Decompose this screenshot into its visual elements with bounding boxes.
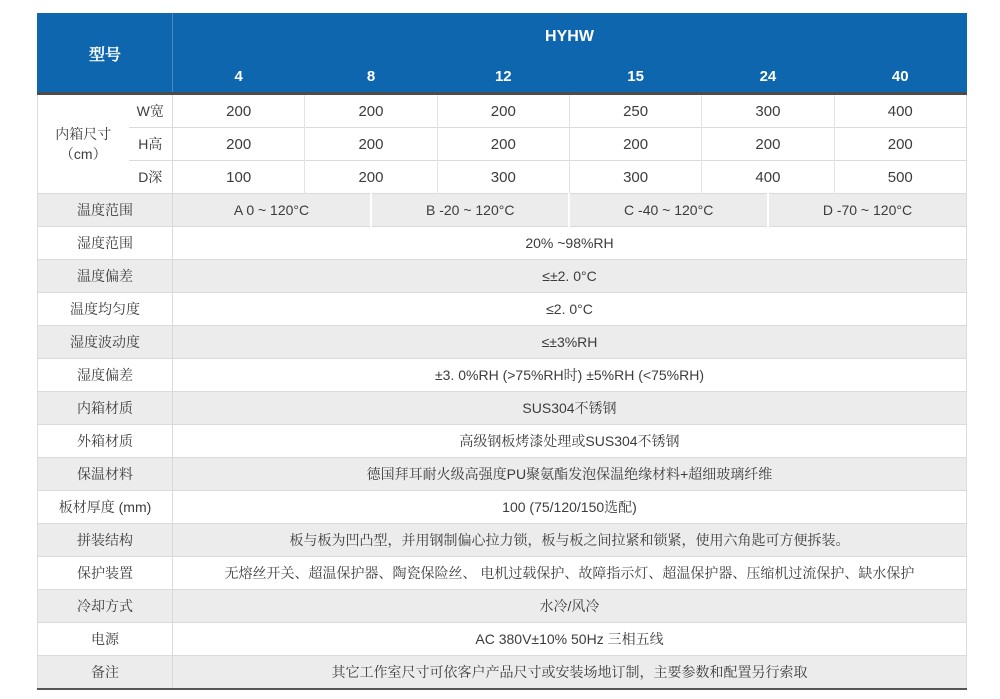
inner-size-row-w [38,94,967,128]
header-row-models [38,61,967,94]
temp-range-value: B -20 ~ 120°C [371,194,569,227]
row-label: 备注 [38,656,173,690]
row-label: 温度范围 [38,194,173,227]
inner-size-label-line2: （cm） [59,146,107,162]
spec-row-humidity-range [38,227,967,260]
size-value: 200 [569,128,701,161]
row-sublabel: W宽 [129,94,173,128]
row-label: 保护装置 [38,557,173,590]
temp-range-value: C -40 ~ 120°C [569,194,767,227]
spec-row-inner-material [38,392,967,425]
inner-size-row-d [38,161,967,194]
row-label: 湿度波动度 [38,326,173,359]
row-value: 无熔丝开关、超温保护器、陶瓷保险丝、 电机过载保护、故障指示灯、超温保护器、压缩机过流保护、缺水保护 [173,557,967,590]
spec-row-temp-uniformity [38,293,967,326]
inner-size-row-h [38,128,967,161]
spec-row-outer-material [38,425,967,458]
spec-sheet [37,13,966,690]
row-value: 德国拜耳耐火级高强度PU聚氨酯发泡保温绝缘材料+超细玻璃纤维 [173,458,967,491]
row-value: 高级钢板烤漆处理或SUS304不锈钢 [173,425,967,458]
model-column-header: 15 [569,61,701,94]
size-value: 200 [173,94,305,128]
size-value: 250 [569,94,701,128]
spec-row-assembly [38,524,967,557]
row-label: 内箱材质 [38,392,173,425]
size-value: 200 [305,161,437,194]
row-value: 100 (75/120/150选配) [173,491,967,524]
size-value: 200 [834,128,966,161]
size-value: 200 [305,128,437,161]
row-value: ≤±3%RH [173,326,967,359]
model-column-header: 40 [834,61,966,94]
spec-row-power [38,623,967,656]
model-column-header: 12 [437,61,569,94]
model-column-header: 24 [702,61,834,94]
spec-row-cooling [38,590,967,623]
size-value: 200 [702,128,834,161]
spec-row-humidity-deviation [38,359,967,392]
temp-range-row [38,194,967,227]
model-column-header: 4 [173,61,305,94]
row-value: 水冷/风冷 [173,590,967,623]
spec-row-insulation [38,458,967,491]
spec-row-remarks [38,656,967,690]
row-value: ±3. 0%RH (>75%RH时) ±5%RH (<75%RH) [173,359,967,392]
row-value: 其它工作室尺寸可依客户产品尺寸或安装场地订制，主要参数和配置另行索取 [173,656,967,690]
temp-range-value: D -70 ~ 120°C [768,194,967,227]
row-value: SUS304不锈钢 [173,392,967,425]
series-name-cell: HYHW [173,14,967,61]
spec-table [37,13,967,690]
spec-row-temp-deviation [38,260,967,293]
spec-row-humidity-fluctuation [38,326,967,359]
size-value: 200 [437,128,569,161]
row-label: 板材厚度 (mm) [38,491,173,524]
size-value: 100 [173,161,305,194]
size-value: 200 [437,94,569,128]
size-value: 300 [437,161,569,194]
row-label: 温度均匀度 [38,293,173,326]
row-label: 拼装结构 [38,524,173,557]
row-label: 电源 [38,623,173,656]
inner-size-label-line1: 内箱尺寸 [55,125,112,142]
row-sublabel: H高 [129,128,173,161]
row-label: 保温材料 [38,458,173,491]
model-header-cell: 型号 [38,14,173,94]
spec-row-panel-thickness [38,491,967,524]
size-value: 300 [569,161,701,194]
row-label: 湿度偏差 [38,359,173,392]
row-label: 外箱材质 [38,425,173,458]
row-value: 板与板为凹凸型，并用钢制偏心拉力锁，板与板之间拉紧和锁紧，使用六角匙可方便拆装。 [173,524,967,557]
row-value: ≤2. 0°C [173,293,967,326]
row-label: 湿度范围 [38,227,173,260]
size-value: 500 [834,161,966,194]
row-sublabel: D深 [129,161,173,194]
spec-row-protection [38,557,967,590]
row-value: ≤±2. 0°C [173,260,967,293]
size-value: 200 [305,94,437,128]
size-value: 200 [173,128,305,161]
size-value: 400 [834,94,966,128]
header-row-series [38,14,967,61]
inner-size-label [38,94,129,194]
model-column-header: 8 [305,61,437,94]
row-label: 冷却方式 [38,590,173,623]
row-label: 温度偏差 [38,260,173,293]
size-value: 400 [702,161,834,194]
temp-range-value: A 0 ~ 120°C [173,194,371,227]
size-value: 300 [702,94,834,128]
row-value: AC 380V±10% 50Hz 三相五线 [173,623,967,656]
row-value: 20% ~98%RH [173,227,967,260]
